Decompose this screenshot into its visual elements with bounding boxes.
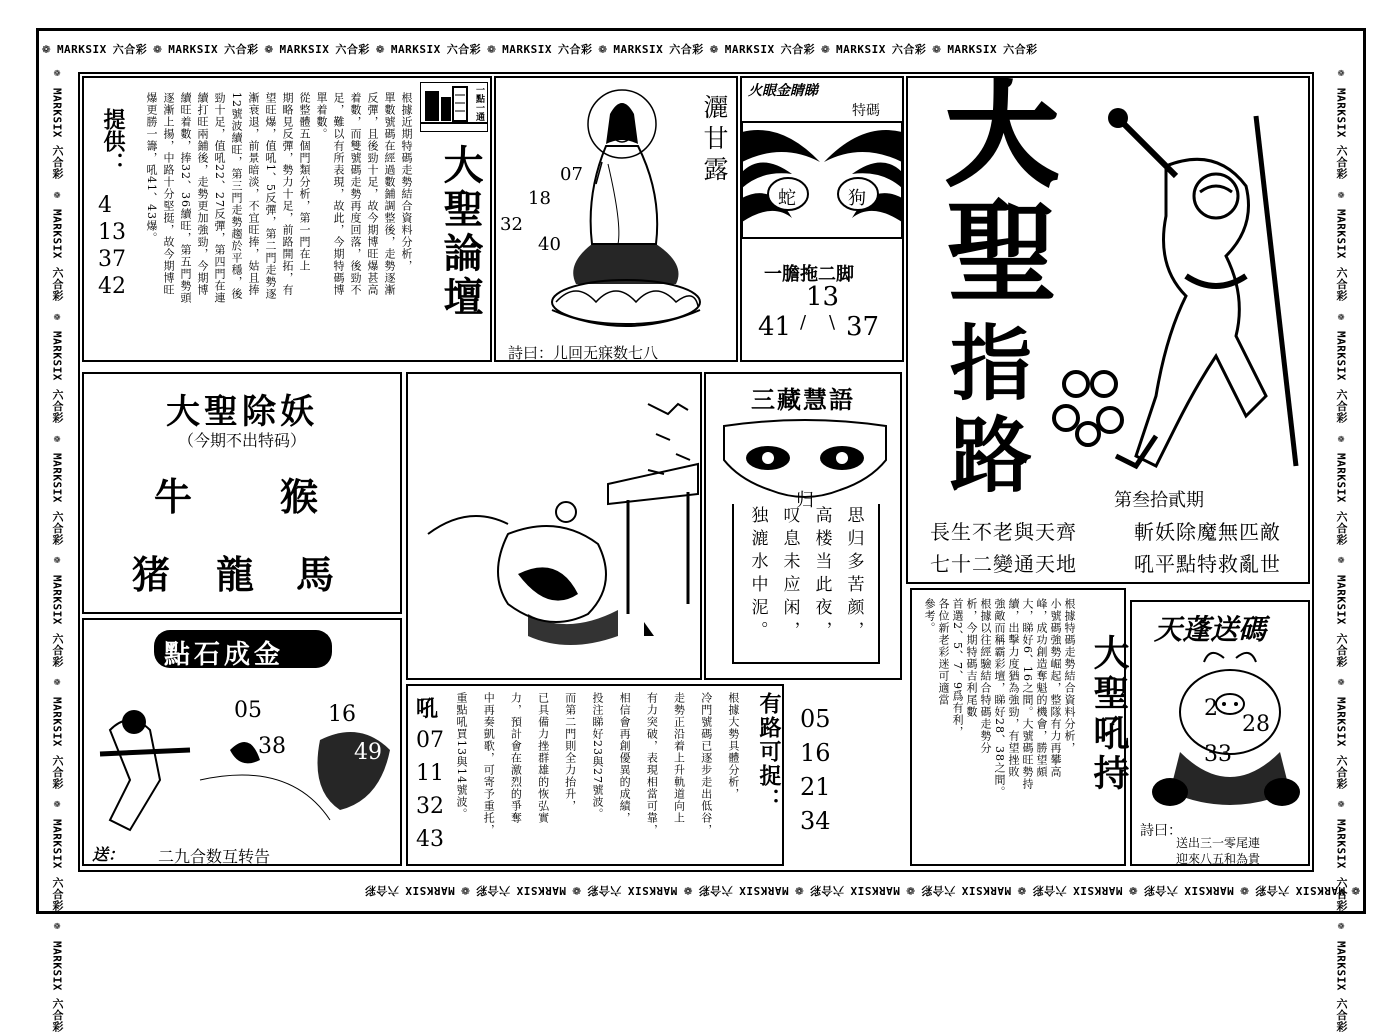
flower-icon: ❁ bbox=[1128, 883, 1138, 899]
body-column: 各位新老彩迷可適當 bbox=[937, 598, 950, 706]
brand-en: MARKSIX bbox=[724, 42, 775, 56]
panel-youlu bbox=[788, 690, 908, 866]
hou-label: 吼 bbox=[416, 696, 439, 722]
body-column: 已具備力挫群雄的恢弘實 bbox=[536, 692, 550, 824]
brand-cn: 六合彩 bbox=[446, 43, 482, 56]
youlu-number: 05 bbox=[800, 705, 831, 733]
provide-number: 42 bbox=[98, 274, 126, 299]
flower-icon: ❁ bbox=[598, 41, 608, 57]
body-column: 勁十足，值吼22、27反彈，第四門在連 bbox=[213, 92, 226, 304]
panel-guanyin bbox=[494, 76, 738, 362]
brand-en: MARKSIX bbox=[1334, 818, 1348, 869]
monkey-king-illustration bbox=[1096, 96, 1306, 486]
flower-icon: ❁ bbox=[932, 41, 942, 57]
guanyin-number: 07 bbox=[560, 164, 583, 185]
brand-cn: 六合彩 bbox=[335, 43, 370, 56]
flower-icon: ❁ bbox=[571, 883, 581, 899]
flower-icon: ❁ bbox=[1334, 187, 1348, 202]
border-strip-left bbox=[44, 66, 70, 1033]
flower-icon: ❁ bbox=[50, 553, 64, 567]
luntan-body bbox=[145, 92, 414, 354]
guanyin-number: 32 bbox=[500, 214, 523, 235]
flower-icon: ❁ bbox=[1334, 919, 1348, 933]
youlu-number: 16 bbox=[800, 739, 831, 767]
provide-number: 4 bbox=[98, 193, 112, 218]
tianpeng-title: 天蓬送碼 bbox=[1154, 613, 1267, 646]
flower-icon: ❁ bbox=[42, 41, 51, 57]
flower-icon: ❁ bbox=[50, 431, 64, 446]
poem-col: 叹息未应闲， bbox=[779, 506, 800, 644]
huoyan-number: 37 bbox=[846, 312, 880, 342]
body-column: 根據近期特碼走勢結合資料分析， bbox=[400, 92, 413, 272]
huoyan-number: 13 bbox=[806, 282, 840, 312]
issue-number: 第叁拾貳期 bbox=[1114, 490, 1204, 511]
body-column: 大，睇好6、16之間。大號碼旺勢持 bbox=[1021, 598, 1034, 790]
body-column: 投注睇好23與27號波。 bbox=[590, 692, 604, 820]
brand-en: MARKSIX bbox=[50, 940, 64, 991]
panel-chuyao bbox=[82, 372, 402, 614]
body-column: 望旺爆，值吼1、5反彈，第二門走勢逐 bbox=[264, 92, 277, 300]
flower-icon: ❁ bbox=[1334, 553, 1348, 567]
brand-en: MARKSIX bbox=[502, 42, 552, 56]
brand-en: MARKSIX bbox=[50, 453, 64, 503]
brand-cn: 六合彩 bbox=[1335, 632, 1348, 668]
chuyao-zodiac: 牛 bbox=[154, 474, 193, 519]
brand-en: MARKSIX bbox=[1334, 87, 1348, 138]
brand-en: MARKSIX bbox=[738, 884, 789, 898]
provide-number: 37 bbox=[98, 247, 126, 272]
brand-en: MARKSIX bbox=[50, 209, 64, 260]
sanzang-poem bbox=[742, 506, 870, 662]
brand-cn: 六合彩 bbox=[51, 754, 64, 790]
provide-numbers bbox=[98, 192, 126, 300]
flower-icon: ❁ bbox=[821, 41, 831, 57]
brand-en: MARKSIX bbox=[168, 42, 219, 56]
brand-cn: 六合彩 bbox=[51, 998, 64, 1033]
brand-en: MARKSIX bbox=[56, 42, 107, 56]
tianpeng-number: 28 bbox=[1242, 712, 1270, 737]
panel-scene bbox=[406, 372, 702, 680]
kongchi-title: 大聖吼持 bbox=[1088, 634, 1130, 794]
brand-cn: 六合彩 bbox=[1335, 998, 1348, 1033]
guanyin-poem: 詩曰：儿回无寐数七八 bbox=[508, 344, 659, 362]
brand-en: MARKSIX bbox=[1072, 884, 1123, 898]
dianshi-send-label: 送： bbox=[92, 845, 125, 864]
brand-cn: 六合彩 bbox=[557, 43, 593, 56]
brand-cn: 六合彩 bbox=[1335, 267, 1348, 302]
brand-en: MARKSIX bbox=[961, 884, 1012, 898]
hou-number: 32 bbox=[416, 794, 444, 819]
brand-en: MARKSIX bbox=[836, 42, 886, 56]
poem-col: 思归多苦颜， bbox=[843, 506, 864, 644]
tianpeng-poem: 送出三一零尾連 bbox=[1176, 836, 1261, 850]
panel-sanzang bbox=[704, 372, 902, 680]
sanzang-title: 三藏慧語 bbox=[751, 385, 855, 414]
brand-en: MARKSIX bbox=[1295, 884, 1346, 898]
body-column: 單着數。 bbox=[315, 92, 328, 140]
flower-icon: ❁ bbox=[683, 883, 693, 899]
brand-cn: 六合彩 bbox=[1143, 884, 1178, 897]
brand-en: MARKSIX bbox=[1183, 884, 1234, 898]
body-column: 續打旺兩鋪後，走勢更加強勁，今期博 bbox=[196, 92, 209, 296]
body-column: 漸衰退，前景暗淡，不宜旺捧，姑且捧 bbox=[247, 92, 260, 296]
panel-dianshi bbox=[82, 618, 402, 866]
brand-cn: 六合彩 bbox=[1335, 145, 1348, 180]
flower-icon: ❁ bbox=[1017, 883, 1027, 899]
title-char: 大 bbox=[946, 71, 1058, 201]
poem-col: 高楼当此夜， bbox=[811, 506, 832, 644]
pigsy-illustration bbox=[1150, 642, 1300, 822]
hou-number: 11 bbox=[416, 761, 444, 786]
body-column: 有力突破，表現相當可靠， bbox=[645, 692, 659, 836]
huoyan-arrows: / \ bbox=[800, 312, 836, 333]
scholar-scene-illustration bbox=[408, 374, 700, 678]
brand-cn: 六合彩 bbox=[1254, 884, 1290, 897]
kongchi-body bbox=[916, 598, 1076, 860]
flower-icon: ❁ bbox=[264, 41, 274, 57]
brand-cn: 六合彩 bbox=[780, 43, 816, 56]
fire-eyes-mask bbox=[742, 122, 902, 238]
flower-icon: ❁ bbox=[1334, 675, 1348, 689]
brand-en: MARKSIX bbox=[850, 884, 900, 898]
tianpeng-number: 33 bbox=[1204, 742, 1232, 767]
body-column: 首選2、5、7、9爲有利， bbox=[951, 598, 964, 738]
brand-cn: 六合彩 bbox=[1335, 510, 1348, 546]
body-column: 相信會再創優異的成績， bbox=[618, 692, 632, 824]
dianshi-number: 16 bbox=[328, 702, 356, 727]
body-column: 從整體五個門類分析，第一門在上 bbox=[298, 92, 311, 272]
brand-cn: 六合彩 bbox=[1335, 389, 1348, 424]
flower-icon: ❁ bbox=[1334, 66, 1348, 80]
brand-en: MARKSIX bbox=[50, 87, 64, 138]
body-column: 着數，而雙號碼走勢再度回落，後勁不 bbox=[349, 92, 362, 296]
panel-tianpeng bbox=[1130, 600, 1310, 866]
brand-cn: 六合彩 bbox=[920, 884, 956, 897]
dianshi-send-text: 二九合数互转告 bbox=[158, 847, 271, 866]
title-char: 路 bbox=[950, 409, 1033, 504]
body-column: 續，出擊力度猶為強勁，有望挫敗 bbox=[1007, 598, 1020, 778]
brand-en: MARKSIX bbox=[50, 818, 64, 869]
brand-en: MARKSIX bbox=[390, 42, 441, 56]
flower-icon: ❁ bbox=[50, 309, 64, 324]
body-column: 根據大勢具體分析， bbox=[726, 692, 740, 800]
sanzang-char: 归 bbox=[796, 490, 814, 511]
youlu-number: 21 bbox=[800, 773, 831, 801]
brand-cn: 六合彩 bbox=[51, 145, 64, 180]
brand-cn: 六合彩 bbox=[1032, 884, 1067, 897]
chuyao-zodiac: 猴 bbox=[280, 474, 319, 519]
brand-en: MARKSIX bbox=[1334, 940, 1348, 991]
panel-title bbox=[906, 71, 1310, 584]
chuyao-zodiac: 馬 bbox=[296, 552, 335, 597]
body-column: 根據以往經驗結合特碼走勢分 bbox=[979, 598, 992, 754]
building-logo bbox=[420, 82, 488, 132]
chuyao-zodiac: 猪 bbox=[132, 552, 171, 597]
brand-en: MARKSIX bbox=[404, 884, 455, 898]
title-verse: 吼平點特救亂世 bbox=[1134, 552, 1281, 576]
flower-icon: ❁ bbox=[487, 41, 497, 57]
body-column: 參考。 bbox=[923, 598, 936, 634]
flower-icon: ❁ bbox=[50, 187, 64, 202]
brand-cn: 六合彩 bbox=[1003, 43, 1038, 56]
hou-body bbox=[452, 692, 742, 860]
youlu-title: 有路可捉： bbox=[756, 692, 782, 812]
luntan-title: 大聖論壇 bbox=[437, 144, 484, 320]
brand-cn: 六合彩 bbox=[51, 389, 64, 424]
panel-hou bbox=[406, 684, 784, 866]
flower-icon: ❁ bbox=[905, 883, 915, 899]
brand-en: MARKSIX bbox=[50, 574, 64, 625]
huoyan-caption: 一膽拖二脚 bbox=[764, 264, 854, 285]
body-column: 續旺着數，捧32、36續旺，第五門勢頭 bbox=[179, 92, 192, 304]
flower-icon: ❁ bbox=[153, 41, 163, 57]
flower-icon: ❁ bbox=[50, 66, 64, 80]
body-column: 走勢正沿着上升軌道向上 bbox=[672, 692, 686, 824]
body-column: 中再奏凱歌，可寄予重托， bbox=[482, 692, 496, 836]
flower-icon: ❁ bbox=[50, 797, 64, 811]
brand-cn: 六合彩 bbox=[112, 43, 148, 56]
brand-en: MARKSIX bbox=[50, 696, 64, 747]
brand-cn: 六合彩 bbox=[51, 632, 64, 668]
title-verse: 長生不老與天齊 bbox=[930, 520, 1077, 544]
dianshi-number: 49 bbox=[354, 740, 382, 765]
youlu-numbers bbox=[800, 702, 831, 838]
body-column: 單數號碼在經過數鋪調整後，走勢逐漸 bbox=[383, 92, 396, 296]
border-strip-top bbox=[42, 34, 1360, 64]
body-column: 期略見反彈，勢力十足，前路開拓，有 bbox=[281, 92, 294, 296]
hou-number: 43 bbox=[416, 827, 444, 852]
youlu-number: 34 bbox=[800, 807, 831, 835]
brand-cn: 六合彩 bbox=[1335, 754, 1348, 790]
body-column: 根據特碼走勢結合資料分析， bbox=[1063, 598, 1076, 754]
body-column: 而第二門則全力抬升， bbox=[563, 692, 577, 812]
brand-en: MARKSIX bbox=[627, 884, 678, 898]
brand-cn: 六合彩 bbox=[51, 876, 64, 912]
dianshi-number: 05 bbox=[234, 698, 262, 723]
brand-en: MARKSIX bbox=[279, 42, 330, 56]
brand-cn: 六合彩 bbox=[1335, 876, 1348, 912]
title-verse: 七十二變通天地 bbox=[930, 552, 1077, 576]
dianshi-title: 點石成金 bbox=[164, 640, 285, 670]
body-column: 強敵而稱霸彩壇，睇好28、38之間。 bbox=[993, 598, 1006, 798]
body-column: 小號碼強勢崛起，整隊有力再攀高 bbox=[1049, 598, 1062, 778]
body-column: 峰，成功創造奪魁的機會，勝望頗 bbox=[1035, 598, 1048, 778]
chuyao-title: 大聖除妖 bbox=[166, 392, 318, 432]
flower-icon: ❁ bbox=[50, 919, 64, 933]
brand-cn: 六合彩 bbox=[364, 884, 399, 897]
brand-cn: 六合彩 bbox=[809, 884, 845, 897]
flower-icon: ❁ bbox=[1334, 431, 1348, 446]
flower-icon: ❁ bbox=[1351, 883, 1360, 899]
brand-cn: 六合彩 bbox=[891, 43, 927, 56]
huoyan-number: 41 bbox=[758, 312, 792, 342]
flower-icon: ❁ bbox=[50, 675, 64, 689]
tianpeng-poem-label: 詩曰： bbox=[1140, 823, 1182, 839]
guanyin-number: 18 bbox=[528, 188, 551, 209]
brand-en: MARKSIX bbox=[947, 42, 998, 56]
brand-cn: 六合彩 bbox=[669, 43, 704, 56]
logo-text: 一點一通 bbox=[474, 85, 484, 121]
hou-numbers bbox=[416, 724, 444, 856]
brand-en: MARKSIX bbox=[1334, 209, 1348, 260]
body-column: 12號波續旺，第三門走勢趨於平穩，後 bbox=[230, 92, 243, 300]
brand-en: MARKSIX bbox=[1334, 331, 1348, 382]
body-column: 反彈，且後勁十足，故今期博旺爆甚高 bbox=[366, 92, 379, 296]
brand-en: MARKSIX bbox=[516, 884, 566, 898]
border-strip-right bbox=[1328, 66, 1354, 1033]
title-verse: 斬妖除魔無匹敵 bbox=[1134, 520, 1281, 544]
brand-cn: 六合彩 bbox=[475, 884, 511, 897]
title-char: 指 bbox=[950, 317, 1033, 412]
provide-number: 13 bbox=[98, 220, 126, 245]
brand-cn: 六合彩 bbox=[698, 884, 733, 897]
panel-luntan bbox=[82, 76, 492, 362]
brand-cn: 六合彩 bbox=[51, 267, 64, 302]
body-column: 力，預計會在激烈的爭奪 bbox=[509, 692, 523, 824]
flower-icon: ❁ bbox=[375, 41, 385, 57]
tianpeng-number: 2 bbox=[1204, 696, 1218, 721]
dianshi-number: 38 bbox=[258, 734, 286, 759]
guanyin-number: 40 bbox=[538, 234, 561, 255]
brand-cn: 六合彩 bbox=[51, 510, 64, 546]
poem-col: 独漉水中泥。 bbox=[747, 506, 768, 644]
flower-icon: ❁ bbox=[460, 883, 470, 899]
title-char: 聖 bbox=[946, 189, 1058, 319]
zodiac-right: 狗 bbox=[848, 188, 866, 209]
body-column: 析，今期特碼吉利尾數 bbox=[965, 598, 978, 718]
flower-icon: ❁ bbox=[709, 41, 719, 57]
tianpeng-poem: 迎來八五和為貴 bbox=[1176, 852, 1261, 866]
huoyan-header: 火眼金睛睇 bbox=[748, 83, 818, 99]
body-column: 足，難以有所表現，故此，今期特碼博 bbox=[332, 92, 345, 296]
brand-en: MARKSIX bbox=[613, 42, 664, 56]
body-column: 爆更勝一籌，吼41、43爆。 bbox=[145, 92, 158, 244]
brand-en: MARKSIX bbox=[50, 331, 64, 382]
brand-en: MARKSIX bbox=[1334, 696, 1348, 747]
brand-cn: 六合彩 bbox=[224, 43, 259, 56]
panel-kongchi bbox=[910, 588, 1130, 866]
guanyin-illustration bbox=[516, 84, 696, 344]
flower-icon: ❁ bbox=[1334, 309, 1348, 324]
guanyin-title-col: 灑甘露 bbox=[700, 94, 729, 187]
flower-icon: ❁ bbox=[794, 883, 804, 899]
provide-label: 提供： bbox=[100, 108, 126, 174]
chuyao-sub: （今期不出特码） bbox=[177, 431, 306, 450]
brand-en: MARKSIX bbox=[1334, 453, 1348, 503]
huoyan-sub: 特碼 bbox=[852, 103, 880, 119]
body-column: 冷門號碼已逐步走出低谷， bbox=[699, 692, 713, 836]
hou-number: 07 bbox=[416, 728, 444, 753]
border-strip-bottom bbox=[42, 876, 1360, 906]
body-column: 重點吼買13與14號波。 bbox=[455, 692, 468, 820]
body-column: 逐漸上揚，中路十分堅挺，故今期博旺 bbox=[162, 92, 175, 296]
brand-cn: 六合彩 bbox=[586, 884, 622, 897]
panel-huoyan bbox=[740, 76, 904, 362]
flower-icon: ❁ bbox=[1334, 797, 1348, 811]
flower-icon: ❁ bbox=[1239, 883, 1249, 899]
brand-en: MARKSIX bbox=[1334, 574, 1348, 625]
zodiac-left: 蛇 bbox=[778, 188, 796, 209]
chuyao-zodiac: 龍 bbox=[216, 552, 255, 597]
